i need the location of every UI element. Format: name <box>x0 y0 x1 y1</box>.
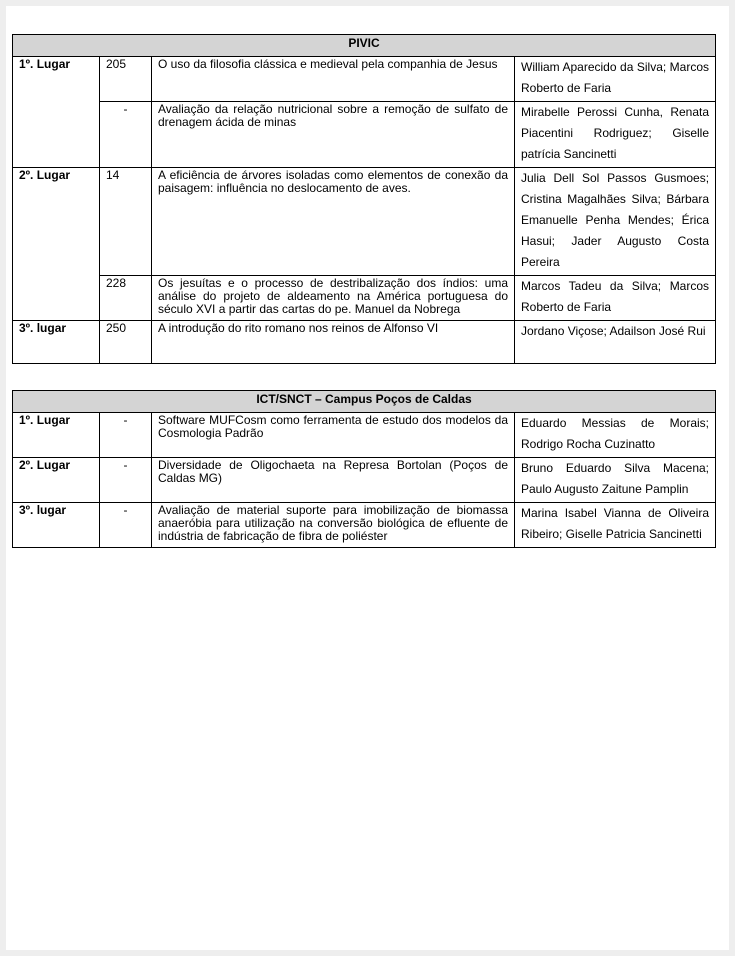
number-cell: 250 <box>100 321 152 364</box>
table-row <box>13 57 716 102</box>
number-cell: - <box>100 413 152 458</box>
authors-cell: Julia Dell Sol Passos Gusmoes; Cristina Magalhães Silva; Bárbara Emanuelle Penha Mendes; Érica Hasui; Jader Augusto Costa Pereira <box>515 168 716 276</box>
table-row <box>13 503 716 548</box>
number-cell: - <box>100 458 152 503</box>
placement-cell: 2º. Lugar <box>13 168 100 321</box>
number-cell: 205 <box>100 57 152 102</box>
work-title-cell: Software MUFCosm como ferramenta de estudo dos modelos da Cosmologia Padrão <box>152 413 515 458</box>
pivic-table-title: PIVIC <box>13 35 716 57</box>
number-cell: 14 <box>100 168 152 276</box>
authors-cell: Eduardo Messias de Morais; Rodrigo Rocha Cuzinatto <box>515 413 716 458</box>
ict-snct-table <box>12 390 716 548</box>
placement-cell: 2º. Lugar <box>13 458 100 503</box>
table-row <box>13 102 716 168</box>
table-row <box>13 276 716 321</box>
work-title-cell: A introdução do rito romano nos reinos de Alfonso VI <box>152 321 515 364</box>
placement-cell: 1º. Lugar <box>13 57 100 168</box>
table-row <box>13 168 716 276</box>
work-title-cell: Avaliação de material suporte para imobilização de biomassa anaeróbia para utilização na conversão biológica de efluente de indústria de fabricação de fibra de poliéster <box>152 503 515 548</box>
authors-cell: Jordano Viçose; Adailson José Rui <box>515 321 716 364</box>
placement-cell: 3º. lugar <box>13 321 100 364</box>
authors-cell: Bruno Eduardo Silva Macena; Paulo Augusto Zaitune Pamplin <box>515 458 716 503</box>
work-title-cell: O uso da filosofia clássica e medieval pela companhia de Jesus <box>152 57 515 102</box>
number-cell: - <box>100 102 152 168</box>
authors-cell: William Aparecido da Silva; Marcos Roberto de Faria <box>515 57 716 102</box>
work-title-cell: Diversidade de Oligochaeta na Represa Bortolan (Poços de Caldas MG) <box>152 458 515 503</box>
placement-cell: 1º. Lugar <box>13 413 100 458</box>
placement-cell: 3º. lugar <box>13 503 100 548</box>
document-page <box>6 6 729 950</box>
authors-cell: Marina Isabel Vianna de Oliveira Ribeiro; Giselle Patricia Sancinetti <box>515 503 716 548</box>
table-row <box>13 413 716 458</box>
table-row <box>13 321 716 364</box>
table-row <box>13 458 716 503</box>
number-cell: - <box>100 503 152 548</box>
authors-cell: Mirabelle Perossi Cunha, Renata Piacentini Rodriguez; Giselle patrícia Sancinetti <box>515 102 716 168</box>
number-cell: 228 <box>100 276 152 321</box>
pivic-table <box>12 34 716 364</box>
ict-table-title: ICT/SNCT – Campus Poços de Caldas <box>13 391 716 413</box>
authors-cell: Marcos Tadeu da Silva; Marcos Roberto de Faria <box>515 276 716 321</box>
work-title-cell: A eficiência de árvores isoladas como elementos de conexão da paisagem: influência no deslocamento de aves. <box>152 168 515 276</box>
work-title-cell: Avaliação da relação nutricional sobre a remoção de sulfato de drenagem ácida de minas <box>152 102 515 168</box>
work-title-cell: Os jesuítas e o processo de destribalização dos índios: uma análise do projeto de aldeamento na América portuguesa do século XVI a partir das cartas do pe. Manuel da Nobrega <box>152 276 515 321</box>
